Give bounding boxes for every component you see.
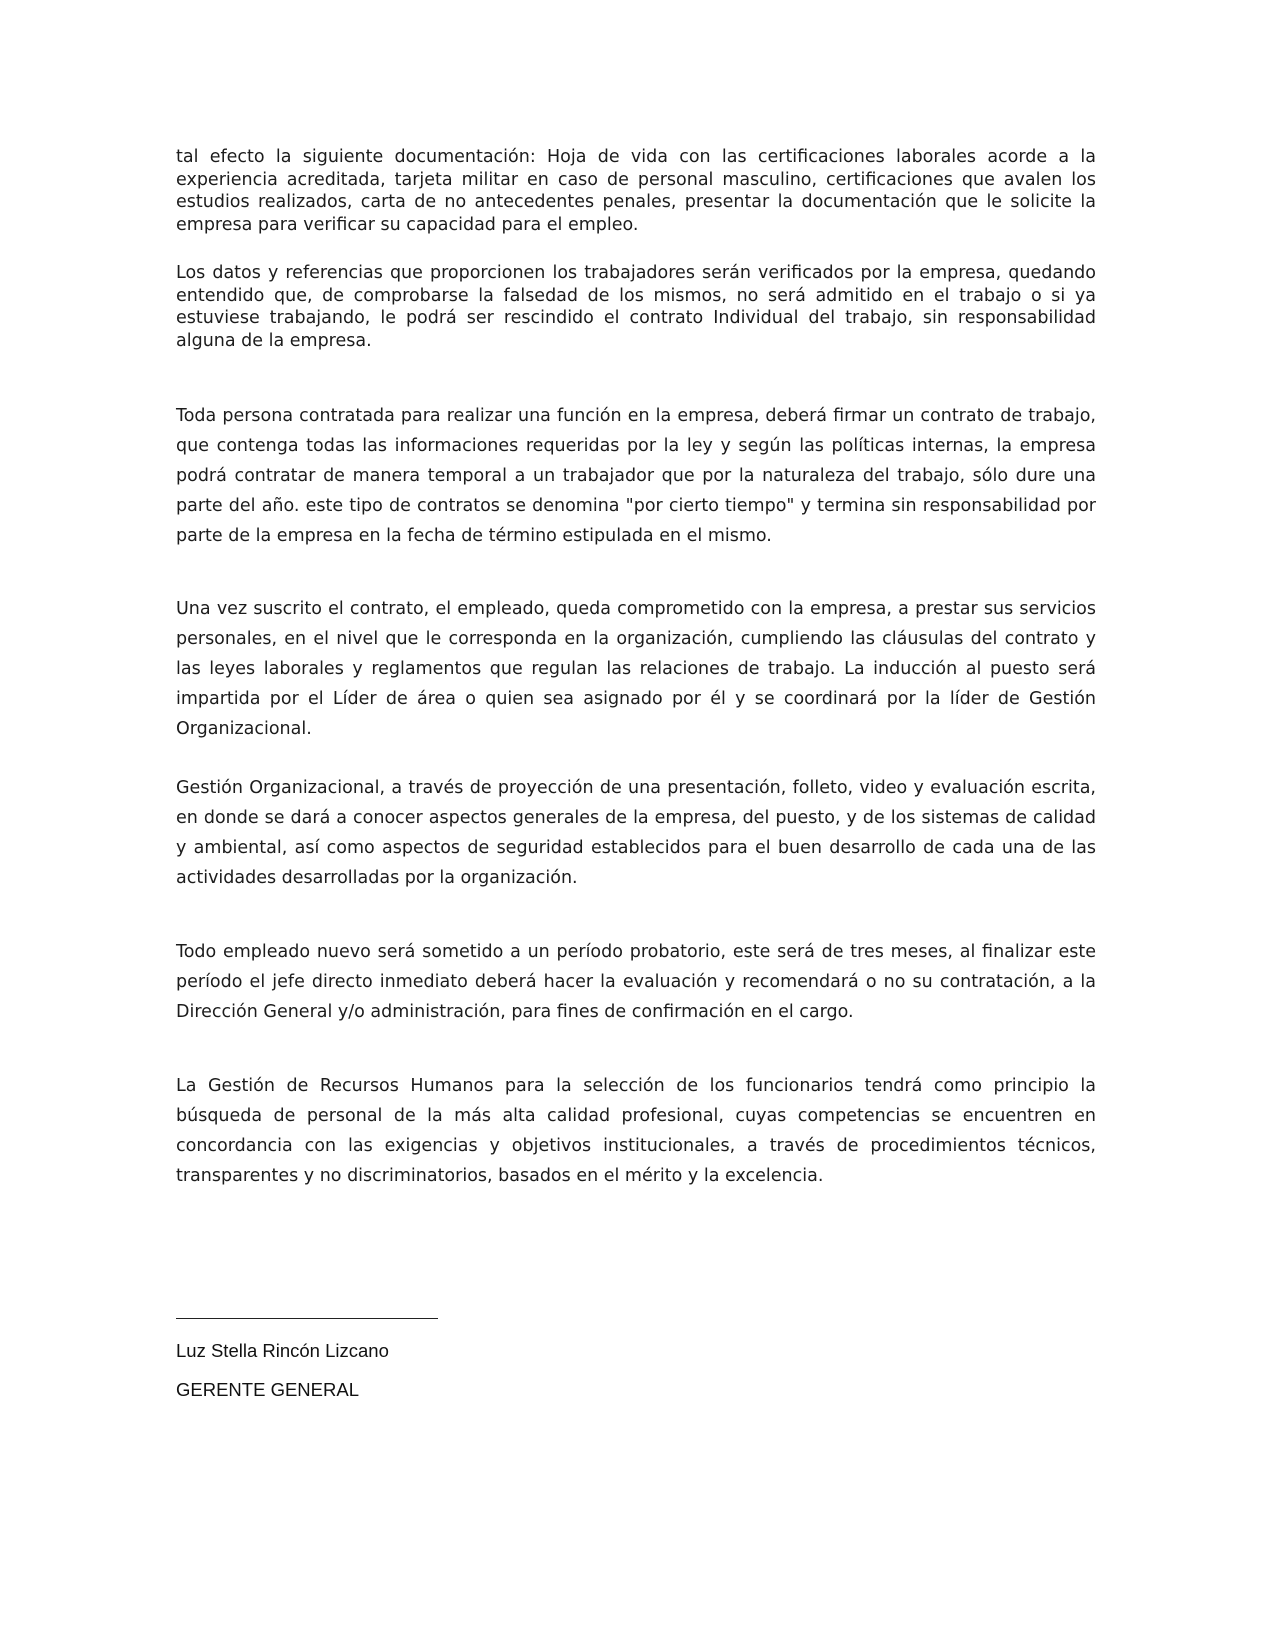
paragraph-probation-period: Todo empleado nuevo será sometido a un período probatorio, este será de tres meses, al finalizar este período el jefe directo inmediato deberá hacer la evaluación y recomendará o no su contratación, a la Dirección General y/o administración, para fines de confirmación en el cargo. [176, 942, 1096, 1022]
signatory-title: GERENTE GENERAL [176, 1379, 359, 1400]
paragraph-documentation-requirements: tal efecto la siguiente documentación: Hoja de vida con las certificaciones laborales acorde a la experiencia acreditada, tarjeta militar en caso de personal masculino, certificaciones que avalen los estudios realizados, carta de no antecedentes penales, presentar la documentación que le solicite la empresa para verificar su capacidad para el empleo. [176, 147, 1096, 235]
paragraph-employment-contract: Toda persona contratada para realizar una función en la empresa, deberá firmar un contrato de trabajo, que contenga todas las informaciones requeridas por la ley y según las políticas internas, la empresa podrá contratar de manera temporal a un trabajador que por la naturaleza del trabajo, sólo dure una parte del año. este tipo de contratos se denomina "por cierto tiempo" y termina sin responsabilidad por parte de la empresa en la fecha de término estipulada en el mismo. [176, 406, 1096, 546]
signature-line [176, 1318, 438, 1319]
paragraph-hr-selection-principle: La Gestión de Recursos Humanos para la selección de los funcionarios tendrá como principio la búsqueda de personal de la más alta calidad profesional, cuyas competencias se encuentren en concordancia con las exigencias y objetivos institucionales, a través de procedimientos técnicos, transparentes y no discriminatorios, basados en el mérito y la excelencia. [176, 1076, 1096, 1186]
signatory-name: Luz Stella Rincón Lizcano [176, 1340, 389, 1361]
paragraph-induction-presentation: Gestión Organizacional, a través de proyección de una presentación, folleto, video y evaluación escrita, en donde se dará a conocer aspectos generales de la empresa, del puesto, y de los sistemas de calidad y ambiental, así como aspectos de seguridad establecidos para el buen desarrollo de cada una de las actividades desarrolladas por la organización. [176, 778, 1096, 888]
paragraph-employee-commitment: Una vez suscrito el contrato, el empleado, queda comprometido con la empresa, a prestar sus servicios personales, en el nivel que le corresponda en la organización, cumpliendo las cláusulas del contrato y las leyes laborales y reglamentos que regulan las relaciones de trabajo. La inducción al puesto será impartida por el Líder de área o quien sea asignado por él y se coordinará por la líder de Gestión Organizacional. [176, 599, 1096, 739]
paragraph-data-verification: Los datos y referencias que proporcionen los trabajadores serán verificados por la empresa, quedando entendido que, de comprobarse la falsedad de los mismos, no será admitido en el trabajo o si ya estuviese trabajando, le podrá ser rescindido el contrato Individual del trabajo, sin responsabilidad alguna de la empresa. [176, 263, 1096, 351]
